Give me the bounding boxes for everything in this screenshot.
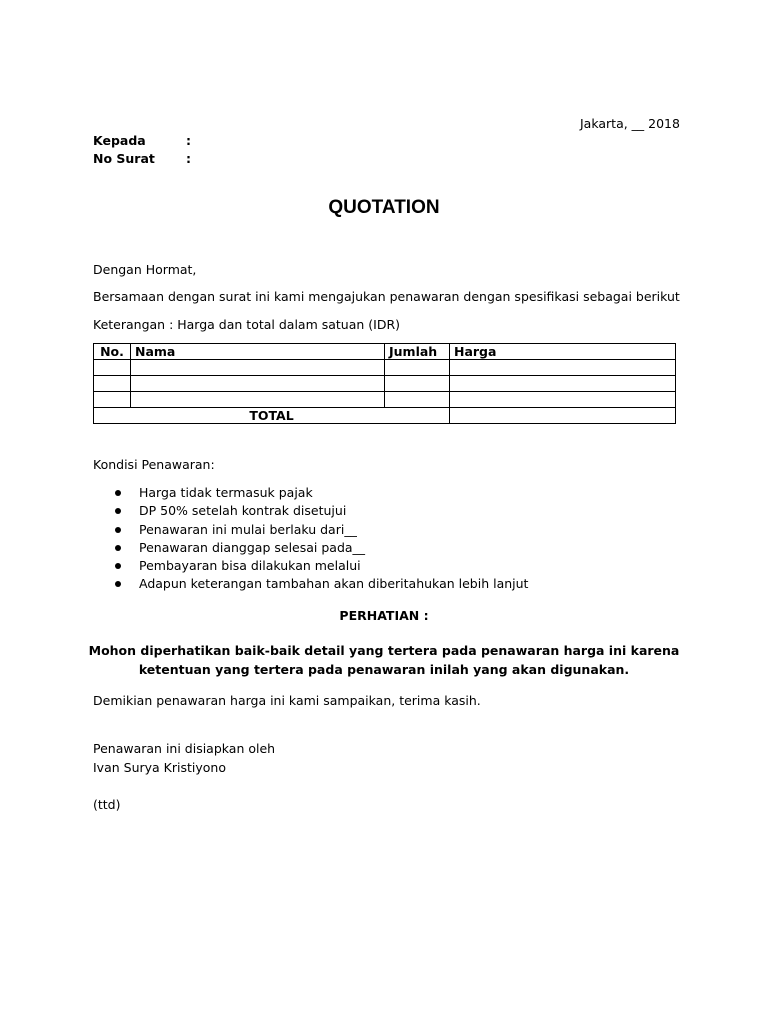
- total-value-cell: [450, 408, 676, 424]
- condition-text: Penawaran ini mulai berlaku dari__: [139, 521, 357, 537]
- table-cell: [450, 360, 676, 376]
- letter-number-colon: :: [186, 151, 191, 166]
- condition-text: Pembayaran bisa dilakukan melalui: [139, 558, 361, 574]
- condition-text: DP 50% setelah kontrak disetujui: [139, 503, 347, 519]
- recipient-colon: :: [186, 133, 191, 148]
- bullet-icon: [115, 508, 121, 514]
- bullet-icon: [115, 563, 121, 569]
- table-cell: [131, 376, 385, 392]
- bullet-icon: [115, 527, 121, 533]
- condition-text: Penawaran dianggap selesai pada__: [139, 539, 366, 555]
- condition-text: Adapun keterangan tambahan akan diberitahukan lebih lanjut: [139, 576, 529, 592]
- bullet-icon: [115, 545, 121, 551]
- list-item: [115, 557, 528, 575]
- table-cell: [131, 360, 385, 376]
- greeting: Dengan Hormat,: [93, 262, 197, 277]
- quotation-table: [93, 343, 676, 424]
- list-item: [115, 575, 528, 593]
- prepared-by-line: Penawaran ini disiapkan oleh: [93, 741, 276, 756]
- list-item: [115, 521, 528, 539]
- table-cell: [385, 392, 450, 408]
- table-cell: [385, 376, 450, 392]
- table-row: [94, 360, 676, 376]
- conditions-list: [115, 484, 528, 594]
- table-cell: [131, 392, 385, 408]
- intro-paragraph: Bersamaan dengan surat ini kami mengajukan penawaran dengan spesifikasi sebagai berikut: [93, 289, 680, 304]
- total-label: TOTAL: [94, 408, 450, 424]
- table-cell: [450, 376, 676, 392]
- table-row: [94, 392, 676, 408]
- list-item: [115, 539, 528, 557]
- attention-heading: PERHATIAN :: [339, 608, 429, 623]
- recipient-label: Kepada: [93, 133, 146, 148]
- conditions-label: Kondisi Penawaran:: [93, 457, 215, 472]
- column-header-nama: Nama: [131, 344, 385, 360]
- document-title: QUOTATION: [328, 197, 440, 218]
- signature-placeholder: (ttd): [93, 797, 121, 812]
- condition-text: Harga tidak termasuk pajak: [139, 485, 313, 500]
- preparer-name: Ivan Surya Kristiyono: [93, 760, 226, 775]
- list-item: [115, 502, 528, 520]
- table-header-row: [94, 344, 676, 360]
- list-item: [115, 484, 528, 502]
- bullet-icon: [115, 581, 121, 587]
- place-date: Jakarta, __ 2018: [580, 116, 680, 131]
- attention-notice: Mohon diperhatikan baik-baik detail yang tertera pada penawaran harga ini karena ketentuan yang tertera pada penawaran inilah yang akan digunakan.: [88, 643, 680, 677]
- table-cell: [94, 376, 131, 392]
- table-cell: [385, 360, 450, 376]
- bullet-icon: [115, 490, 121, 496]
- letter-number-label: No Surat: [93, 151, 155, 166]
- closing-sentence: Demikian penawaran harga ini kami sampaikan, terima kasih.: [93, 693, 481, 708]
- table-cell: [94, 360, 131, 376]
- table-cell: [450, 392, 676, 408]
- currency-note: Keterangan : Harga dan total dalam satuan (IDR): [93, 317, 401, 332]
- table-row: [94, 376, 676, 392]
- table-total-row: [94, 408, 676, 424]
- table-cell: [94, 392, 131, 408]
- column-header-no: No.: [94, 344, 131, 360]
- column-header-harga: Harga: [450, 344, 676, 360]
- column-header-jumlah: Jumlah: [385, 344, 450, 360]
